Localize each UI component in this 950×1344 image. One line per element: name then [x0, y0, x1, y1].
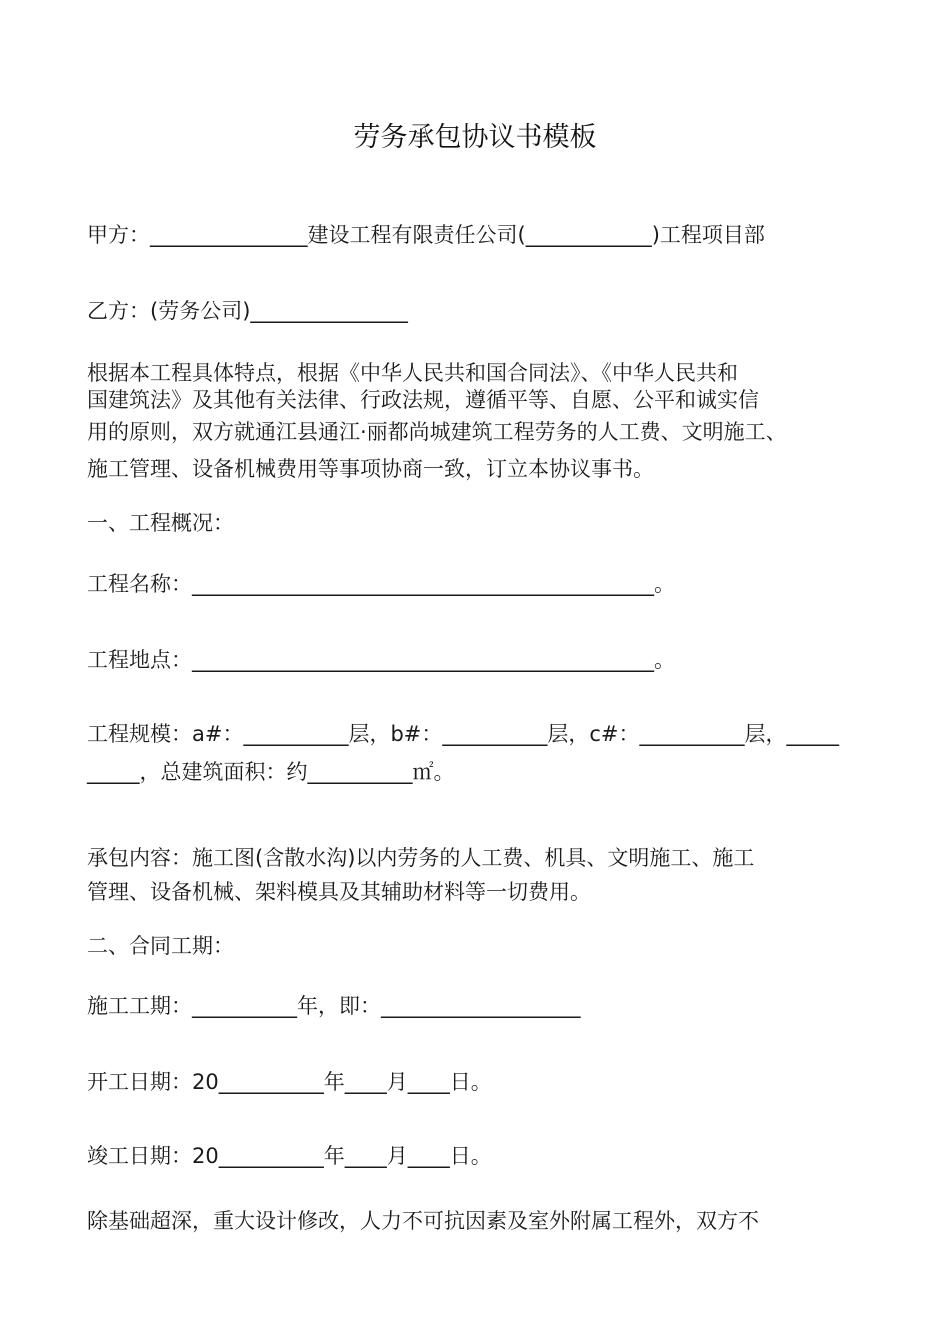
preamble-line: 用的原则，双方就通江县通江·丽都尚城建筑工程劳务的人工费、文明施工、: [87, 420, 787, 444]
preamble-line: 根据本工程具体特点，根据《中华人民共和国合同法》、《中华人民共和: [87, 361, 738, 385]
document-title: 劳务承包协议书模板: [353, 122, 597, 153]
completion-date-line: 竣工日期：20__________年____月____日。: [87, 1144, 492, 1168]
start-date-line: 开工日期：20__________年____月____日。: [87, 1070, 492, 1094]
preamble-line: 施工管理、设备机械费用等事项协商一致，订立本协议事书。: [87, 457, 654, 481]
contract-scope-line: 承包内容：施工图(含散水沟)以内劳务的人工费、机具、文明施工、施工: [87, 846, 755, 870]
preamble-paragraph: [87, 360, 877, 488]
project-scale-line: _____，总建筑面积：约__________㎡。: [87, 760, 455, 784]
project-name-line: 工程名称：____________________________________________。: [87, 572, 675, 596]
closing-line: 除基础超深，重大设计修改，人力不可抗因素及室外附属工程外，双方不: [87, 1209, 759, 1233]
contract-scope-paragraph: [87, 842, 877, 910]
contract-scope-line: 管理、设备机械、架料模具及其辅助材料等一切费用。: [87, 880, 591, 904]
project-scale-paragraph: [87, 718, 877, 794]
preamble-line: 国建筑法》及其他有关法律、行政法规，遵循平等、自愿、公平和诚实信: [87, 388, 759, 412]
party-a-line: 甲方：_______________建设工程有限责任公司(____________)工程项目部: [87, 223, 765, 247]
project-scale-line: 工程规模：a#：__________层，b#：__________层，c#：__________层，_____: [87, 722, 840, 746]
party-b-line: 乙方：(劳务公司)_______________: [87, 299, 408, 323]
section-heading: 二、合同工期：: [87, 934, 234, 958]
construction-period-line: 施工工期：__________年，即：___________________: [87, 994, 581, 1018]
project-location-line: 工程地点：____________________________________________。: [87, 648, 675, 672]
section-heading: 一、工程概况：: [87, 511, 234, 535]
